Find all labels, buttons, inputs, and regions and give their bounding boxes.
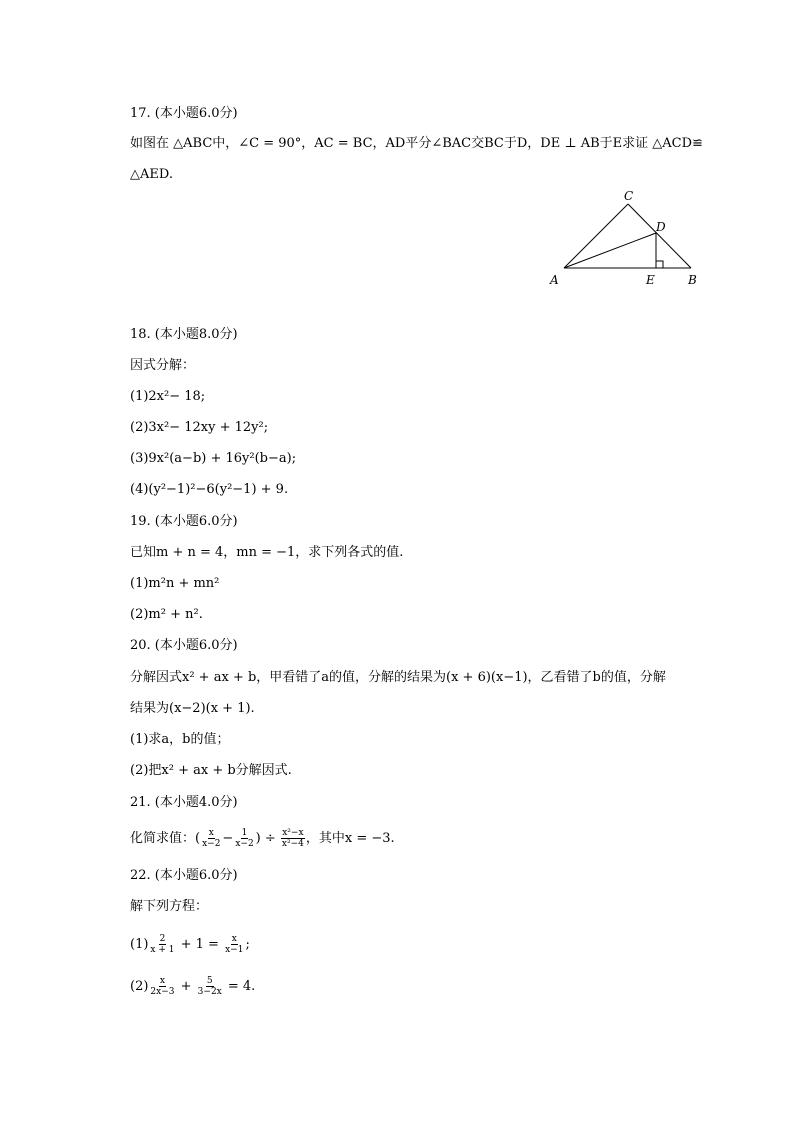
q18-item-4: (4)(y²−1)²−6(y²−1) + 9. <box>130 482 289 497</box>
q17-text-line2: △AED. <box>130 167 173 182</box>
q18-intro: 因式分解： <box>130 358 196 373</box>
q20-text-line2: 结果为(x−2)(x + 1). <box>130 701 255 716</box>
q17-text-line1: 如图在 △ABC中，∠C = 90°，AC = BC，AD平分∠BAC交BC于D，DE ⊥ AB于E求证 △ACD≌ <box>130 136 703 151</box>
fraction: $\frac{1}{x-2}$ <box>235 828 254 849</box>
label-b: B <box>688 273 697 287</box>
side-cb <box>628 204 691 268</box>
fraction: $\frac{x}{x-2}$ <box>202 828 221 849</box>
q20-text-line1: 分解因式x² + ax + b，甲看错了a的值，分解的结果为(x + 6)(x−1)，乙看错了b的值，分解 <box>130 670 666 685</box>
right-angle-mark <box>656 261 663 268</box>
q20-item-2: (2)把x² + ax + b分解因式. <box>130 763 292 778</box>
q17-heading: 17. (本小题6.0分) <box>130 106 238 121</box>
side-ac <box>564 204 628 268</box>
q22-heading: 22. (本小题6.0分) <box>130 868 238 883</box>
q21-heading: 21. (本小题4.0分) <box>130 795 238 810</box>
q19-heading: 19. (本小题6.0分) <box>130 514 238 529</box>
label-d: D <box>656 220 666 234</box>
fraction: $\frac{\text{x²−x}}{\text{x²−4}}$ <box>281 828 304 849</box>
label-c: C <box>624 189 634 203</box>
q19-item-1: (1)m²n + mn² <box>130 576 220 591</box>
q18-item-3: (3)9x²(a−b) + 16y²(b−a); <box>130 451 297 466</box>
q20-heading: 20. (本小题6.0分) <box>130 638 238 653</box>
triangle-figure <box>548 186 708 290</box>
label-e: E <box>646 273 655 287</box>
q22-intro: 解下列方程： <box>130 899 209 914</box>
q20-item-1: (1)求a，b的值； <box>130 732 230 747</box>
fraction: $\frac{5}{3-2x}$ <box>197 976 222 997</box>
q18-item-1: (1)2x²− 18; <box>130 389 206 404</box>
fraction: $\frac{x}{x-1}$ <box>225 934 244 955</box>
q18-heading: 18. (本小题8.0分) <box>130 327 238 342</box>
label-a: A <box>550 273 559 287</box>
segment-ad <box>564 233 656 268</box>
q21-expression: 化简求值：( $\frac{x}{x-2}$ − $\frac{1}{x-2}$ ) ÷ $\frac{\text{x²−x}}{\text{x²−4}}$ ，其中x = −3. <box>130 828 395 849</box>
q22-equation-1: (1) $\frac{2}{x + 1}$ + 1 = $\frac{x}{x-1}$ ; <box>130 934 250 955</box>
q18-item-2: (2)3x²− 12xy + 12y²; <box>130 420 269 435</box>
fraction: $\frac{2}{x + 1}$ <box>150 934 175 955</box>
fraction: $\frac{x}{2x-3}$ <box>150 976 175 997</box>
q19-intro: 已知m + n = 4，mn = −1，求下列各式的值. <box>130 545 404 560</box>
q19-item-2: (2)m² + n². <box>130 607 203 622</box>
q22-equation-2: (2) $\frac{x}{2x-3}$ + $\frac{5}{3-2x}$ = 4. <box>130 976 256 997</box>
